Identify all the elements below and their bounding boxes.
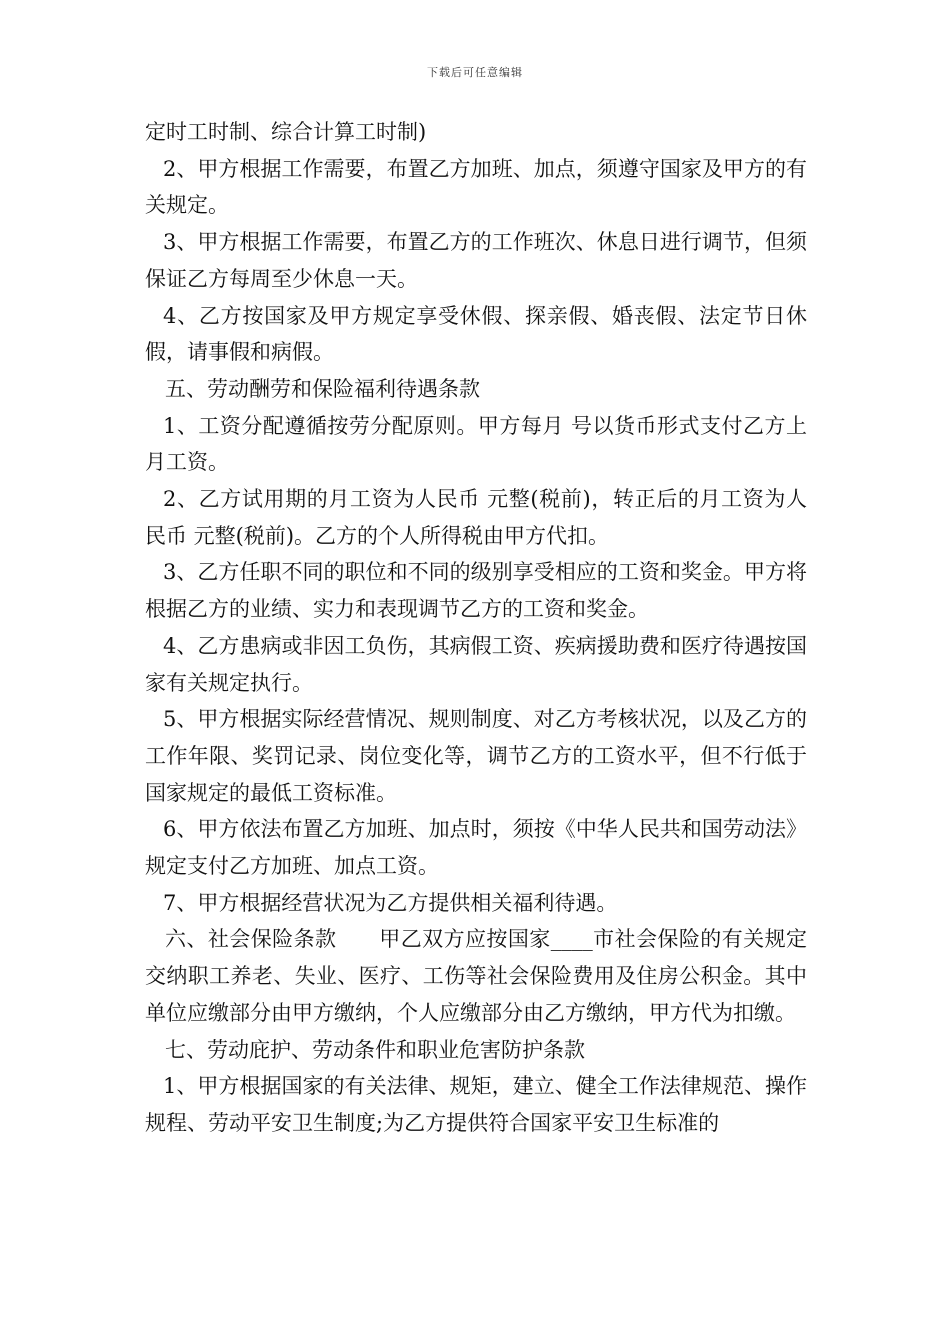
- clause-item: 4、乙方患病或非因工负伤，其病假工资、疾病援助费和医疗待遇按国家有关规定执行。: [145, 633, 807, 695]
- clause-item: 1、甲方根据国家的有关法律、规矩，建立、健全工作法律规范、操作规程、劳动平安卫生制度;为乙方提供符合国家平安卫生标准的: [145, 1074, 807, 1135]
- section-heading: 六、社会保险条款 甲乙双方应按国家____市社会保险的有关规定交纳职工养老、失业、医疗、工伤等社会保险费用及住房公积金。其中单位应缴部分由甲方缴纳，个人应缴部分由乙方缴纳，甲方代为扣缴。: [145, 927, 807, 1025]
- clause-item: 6、甲方依法布置乙方加班、加点时，须按《中华人民共和国劳动法》规定支付乙方加班、加点工资。: [145, 817, 807, 879]
- clause-item: 3、乙方任职不同的职位和不同的级别享受相应的工资和奖金。甲方将根据乙方的业绩、实力和表现调节乙方的工资和奖金。: [145, 560, 807, 622]
- clause-item: 2、甲方根据工作需要，布置乙方加班、加点，须遵守国家及甲方的有关规定。: [145, 156, 807, 218]
- section-heading: 五、劳动酬劳和保险福利待遇条款: [165, 376, 480, 401]
- clause-item: 1、工资分配遵循按劳分配原则。甲方每月 号以货币形式支付乙方上月工资。: [145, 413, 807, 475]
- clause-item: 4、乙方按国家及甲方规定享受休假、探亲假、婚丧假、法定节日休假，请事假和病假。: [145, 303, 807, 365]
- page-header: 下载后可任意编辑: [427, 66, 523, 79]
- clause-item: 2、乙方试用期的月工资为人民币 元整(税前)，转正后的月工资为人民币 元整(税前)。乙方的个人所得税由甲方代扣。: [145, 487, 807, 548]
- clause-item: 5、甲方根据实际经营情况、规则制度、对乙方考核状况，以及乙方的工作年限、奖罚记录、岗位变化等，调节乙方的工资水平，但不行低于国家规定的最低工资标准。: [145, 707, 807, 805]
- document-body: [145, 114, 807, 1142]
- section-heading: 七、劳动庇护、劳动条件和职业危害防护条款: [165, 1037, 585, 1062]
- clause-item: 7、甲方根据经营状况为乙方提供相关福利待遇。: [163, 890, 618, 915]
- clause-item: 3、甲方根据工作需要，布置乙方的工作班次、休息日进行调节，但须保证乙方每周至少休息一天。: [145, 230, 807, 291]
- paragraph-continuation: 定时工时制、综合计算工时制): [145, 120, 427, 144]
